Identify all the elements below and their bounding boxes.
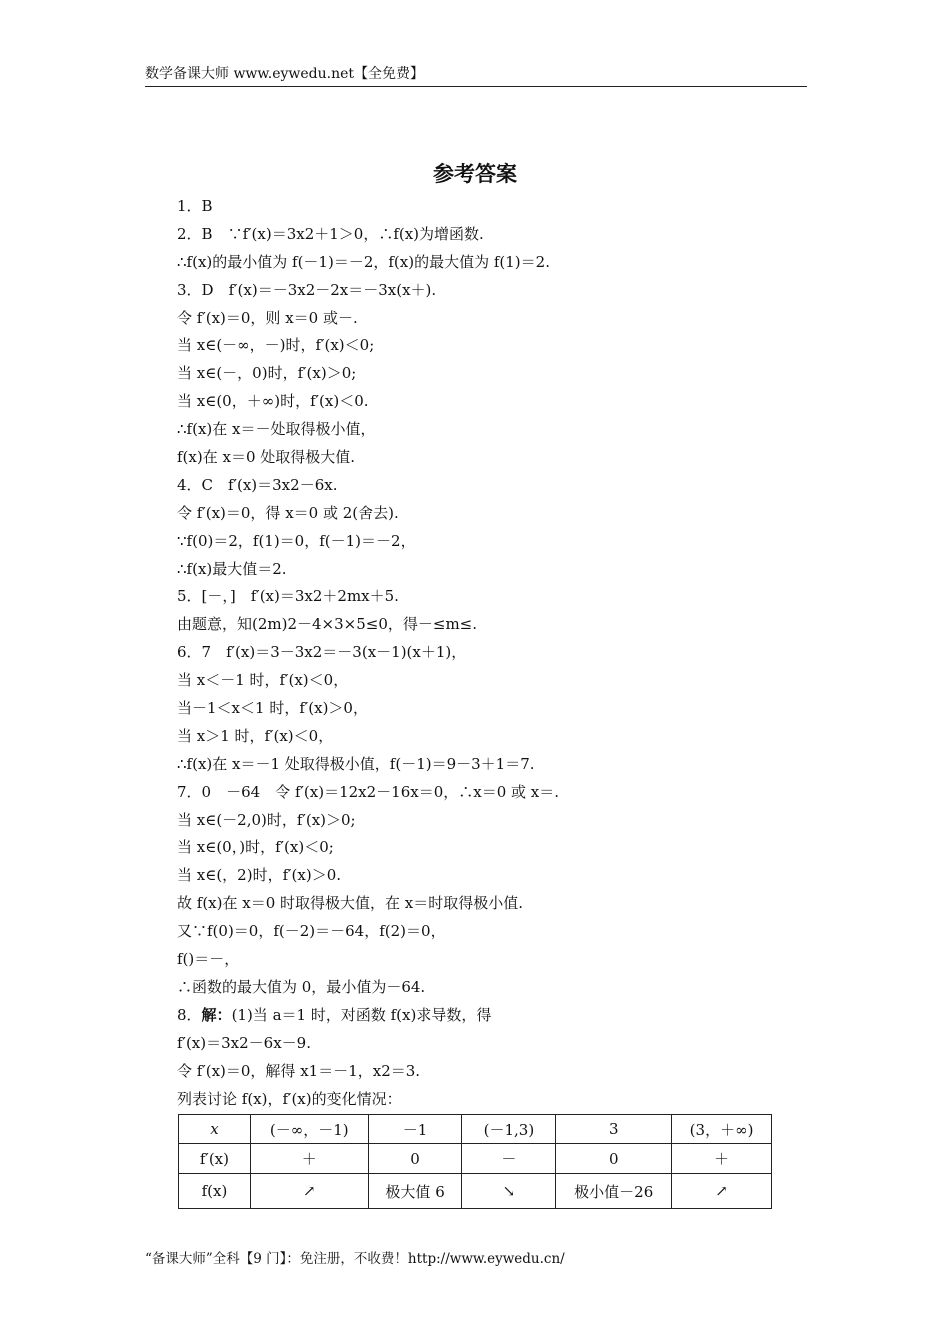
q8-solution-label: 解：: [201, 1005, 232, 1024]
table-cell: 0: [556, 1144, 672, 1174]
answer-line: 3．D f′(x)＝－3x2－2x＝－3x(x＋).: [177, 280, 437, 299]
answer-line: 当－1＜x＜1 时，f′(x)＞0，: [177, 699, 368, 718]
answer-line: 当 x∈(0，)时，f′(x)＜0;: [177, 838, 334, 857]
table-cell: －1: [368, 1115, 462, 1144]
page-header: [145, 64, 807, 87]
variation-table: [178, 1114, 772, 1209]
answer-line: f′(x)＝3x2－6x－9.: [177, 1033, 311, 1052]
table-cell: (－1,3): [462, 1115, 556, 1144]
table-cell: x: [179, 1115, 251, 1144]
answer-line: 7．0 －64 令 f′(x)＝12x2－16x＝0，∴x＝0 或 x＝.: [177, 782, 560, 801]
table-cell: f(x): [179, 1174, 251, 1209]
header-text: 数学备课大师 www.eywedu.net【全免费】: [145, 66, 425, 82]
table-cell: ↗: [672, 1174, 772, 1209]
answer-line: f()＝－，: [177, 950, 240, 969]
answer-line: 当 x∈(0，＋∞)时，f′(x)＜0.: [177, 392, 369, 411]
table-cell: －: [462, 1144, 556, 1174]
table-cell: ＋: [250, 1144, 368, 1174]
table-row: [179, 1115, 772, 1144]
table-cell: 3: [556, 1115, 672, 1144]
table-cell: ↘: [462, 1174, 556, 1209]
answer-line: 当 x＞1 时，f′(x)＜0，: [177, 726, 334, 745]
table-cell: ↗: [250, 1174, 368, 1209]
footer-text: “备课大师”全科【9 门】：免注册，不收费！http://www.eywedu.cn/: [145, 1251, 565, 1267]
table-row: [179, 1144, 772, 1174]
answer-line: ∴f(x)的最小值为 f(－1)＝－2，f(x)的最大值为 f(1)＝2.: [177, 252, 550, 271]
answer-line: 6．7 f′(x)＝3－3x2＝－3(x－1)(x＋1)，: [177, 643, 467, 662]
table-cell: 极小值－26: [556, 1174, 672, 1209]
table-cell: 极大值 6: [368, 1174, 462, 1209]
answer-line: 令 f′(x)＝0，则 x＝0 或－.: [177, 308, 358, 327]
table-row: [179, 1174, 772, 1209]
page-footer: [145, 1247, 565, 1267]
answer-line: 当 x＜－1 时，f′(x)＜0，: [177, 671, 349, 690]
answer-line: ∴f(x)在 x＝－1 处取得极小值，f(－1)＝9－3＋1＝7.: [177, 754, 535, 773]
q8-first-text: (1)当 a＝1 时，对函数 f(x)求导数，得: [231, 1005, 492, 1024]
q8-number: 8．: [177, 1005, 202, 1024]
answer-line: 令 f′(x)＝0，得 x＝0 或 2(舍去).: [177, 503, 399, 522]
answer-line: 当 x∈(－∞，－)时，f′(x)＜0;: [177, 336, 375, 355]
answer-line: 故 f(x)在 x＝0 时取得极大值，在 x＝时取得极小值.: [177, 894, 524, 913]
answer-line: 当 x∈(－2,0)时，f′(x)＞0;: [177, 810, 356, 829]
answer-line: ∴函数的最大值为 0，最小值为－64.: [177, 977, 426, 996]
answer-line: ∵f(0)＝2，f(1)＝0，f(－1)＝－2，: [177, 531, 416, 550]
table-cell: ＋: [672, 1144, 772, 1174]
answer-content: [177, 193, 787, 1113]
answer-line: 2．B ∵f′(x)＝3x2＋1＞0，∴f(x)为增函数.: [177, 224, 484, 243]
table-cell: (－∞，－1): [250, 1115, 368, 1144]
answer-line-q8: [177, 1002, 787, 1030]
answer-line: 令 f′(x)＝0，解得 x1＝－1，x2＝3.: [177, 1061, 421, 1080]
answer-line: 又∵f(0)＝0，f(－2)＝－64，f(2)＝0，: [177, 922, 446, 941]
answer-line: 由题意，知(2m)2－4×3×5≤0，得－≤m≤.: [177, 615, 478, 634]
table-cell: (3，＋∞): [672, 1115, 772, 1144]
table-cell: 0: [368, 1144, 462, 1174]
answer-line: 4．C f′(x)＝3x2－6x.: [177, 475, 338, 494]
answer-line: 当 x∈(－，0)时，f′(x)＞0;: [177, 364, 357, 383]
answer-line: 列表讨论 f(x)，f′(x)的变化情况：: [177, 1089, 402, 1108]
answer-line: 1．B: [177, 197, 213, 215]
answer-line: f(x)在 x＝0 处取得极大值.: [177, 448, 356, 467]
answer-line: ∴f(x)最大值＝2.: [177, 559, 287, 578]
page-title: 参考答案: [433, 161, 517, 186]
table-cell: f′(x): [179, 1144, 251, 1174]
answer-line: 当 x∈(，2)时，f′(x)＞0.: [177, 866, 342, 885]
answer-line: 5．[－，] f′(x)＝3x2＋2mx＋5.: [177, 587, 399, 606]
answer-line: ∴f(x)在 x＝－处取得极小值，: [177, 420, 376, 439]
